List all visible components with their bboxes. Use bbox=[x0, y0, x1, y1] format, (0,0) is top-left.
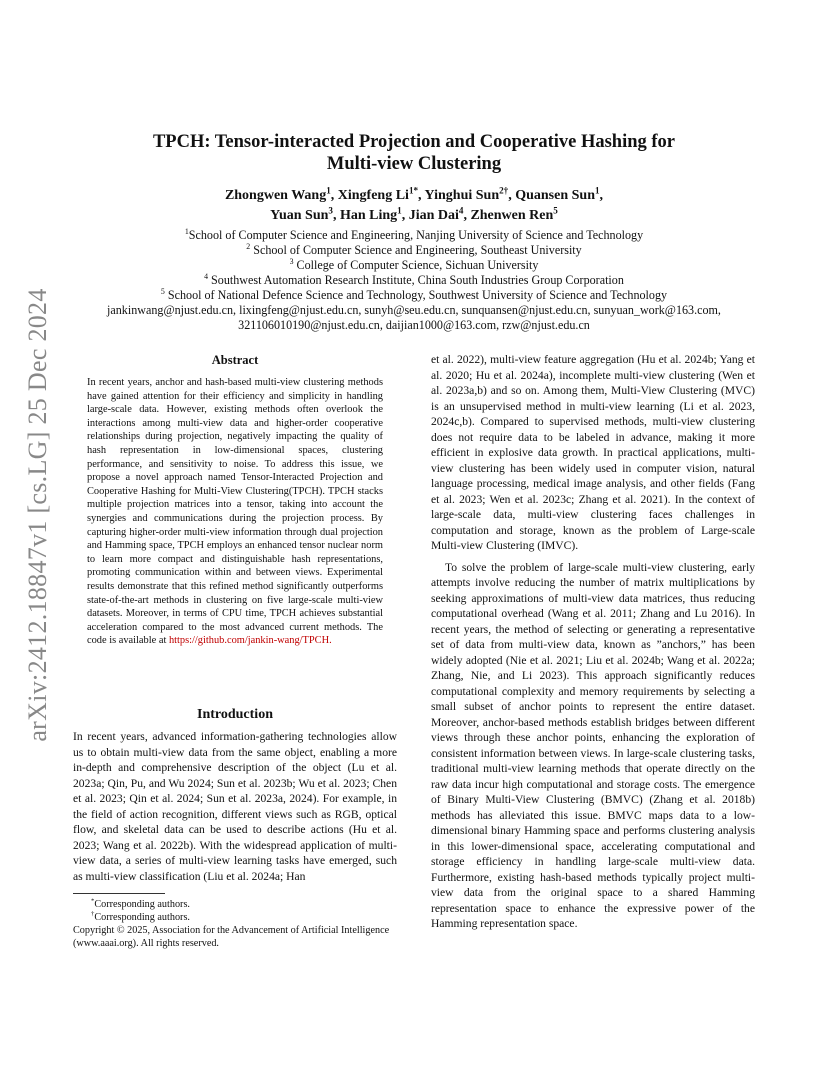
intro-text: In recent years, advanced information-gathering technologies allow us to obtain multi-view data from the same object, enabling a more in-depth and comprehensive description of the object (Lu et al. 2023a; Qin, Pu, and Wu 2024; Sun et al. 2023b; Wu et al. 2023; Chen et al. 2023; Qin et al. 2024; Sun et al. 2023a, 2024). For example, in the field of action recognition, different views such as RGB, optical flow, and skeletal data can be used to describe actions (Hu et al. 2023; Wang et al. 2022b). With the widespread application of multi-view data, a series of multi-view learning tasks have emerged, such as multi-view classification (Liu et al. 2024a; Han bbox=[73, 730, 397, 883]
author-list: Zhongwen Wang$^1$, Xingfeng $Li^{1*}$, Yinghui Sun$^{2\dagger}$, Quansen Sun$^1$, Yuan Sun$^3$, Han Ling$^1$, Jian Dai$^4$, Zhenwen Ren$^5$ bbox=[224, 185, 604, 223]
arxiv-id: arXiv:2412.18847v1 [cs.LG] 25 Dec 2024 bbox=[23, 288, 52, 742]
footnote-divider bbox=[73, 893, 165, 894]
author: Jian Dai bbox=[408, 208, 459, 223]
abstract-text: In recent years, anchor and hash-based multi-view clustering methods have gained attention for their efficiency and simplicity in handling large-scale data. However, existing methods often overlook the interactions among multi-view data and higher-order cooperative relationships during projection, negatively impacting the quality of hash representation in low-dimensional spaces, clustering performance, and sensitivity to noise. To address this issue, we propose a novel approach named Tensor-Interacted Projection and Cooperative Hashing for Multi-View Clustering(TPCH). TPCH stacks multiple projection matrices into a tensor, taking into account the synergies and communications during the projection process. By capturing higher-order multi-view information through dual projection and Hamming space, TPCH employs an enhanced tensor nuclear norm to learn more compact and distinguishable hash representations, promoting communication within and between views. Experimental results demonstrate that this refined method significantly outperforms state-of-the-art methods in clustering on five large-scale multi-view datasets. Moreover, in terms of CPU time, TPCH achieves substantial acceleration compared to the most advanced current methods. The code is available at bbox=[87, 377, 383, 647]
affiliations bbox=[60, 228, 768, 333]
section-heading-introduction: Introduction bbox=[197, 707, 273, 722]
abstract-heading: Abstract bbox=[211, 353, 259, 367]
author: Quansen Sun bbox=[515, 188, 595, 203]
author: Zhongwen Wang bbox=[224, 188, 327, 203]
affiliation: $^2$ School of Computer Science and Engineering, Southeast University bbox=[246, 241, 582, 257]
paragraph: et al. 2022), multi-view feature aggregation (Hu et al. 2024b; Yang et al. 2020; Hu et al. 2024a), incomplete multi-view clustering (Wen et al. 2023a,b) and so on. Among them, Multi-View Clustering (MVC) is an unsupervised method in multi-view learning (Li et al. 2023, 2024c,b). Compared to supervised methods, multi-view clustering does not require data to be labeled in advance, making it more efficient in explosive data growth. In practical applications, multi-view clustering has been widely used in computer vision, natural language processing, medical image analysis, and other fields (Fang et al. 2023; Wen et al. 2023c; Zhang et al. 2021). In the context of large-scale data, multi-view clustering faces challenges in computation and storage, known as the problem of Large-scale Multi-view Clustering (IMVC). bbox=[431, 353, 755, 552]
affiliation: $^4$ Southwest Automation Research Institute, China South Industries Group Corporation bbox=[204, 271, 624, 287]
affiliation: $^1$School of Computer Science and Engineering, Nanjing University of Science and Technology bbox=[184, 226, 644, 242]
footnote: †Corresponding authors. bbox=[91, 910, 190, 923]
copyright-notice: Copyright © 2025, Association for the Advancement of Artificial Intelligence (www.aaai.org). All rights reserved. bbox=[73, 925, 390, 949]
affiliation: $^5$ School of National Defence Science and Technology, Southwest University of Science and Technology bbox=[160, 286, 668, 302]
code-link[interactable]: https://github.com/jankin-wang/TPCH. bbox=[168, 635, 332, 647]
author: Zhenwen Ren bbox=[470, 208, 554, 223]
email-list: 321106010190@njust.edu.cn, daijian1000@163.com, rzw@njust.edu.cn bbox=[238, 318, 590, 332]
introduction-paragraph bbox=[73, 729, 397, 884]
abstract-body bbox=[87, 376, 383, 648]
footnote: *Corresponding authors. bbox=[91, 897, 190, 910]
author: Xingfeng Li bbox=[337, 188, 409, 203]
title-line-1: TPCH: Tensor-interacted Projection and Cooperative Hashing for bbox=[152, 132, 676, 152]
title-line-2: Multi-view Clustering bbox=[326, 154, 502, 174]
footnotes bbox=[73, 898, 397, 950]
email-list: jankinwang@njust.edu.cn, lixingfeng@njust.edu.cn, sunyh@seu.edu.cn, sunquansen@njust.edu.cn, sunyuan_work@163.com, bbox=[107, 303, 721, 317]
author: Yuan Sun bbox=[270, 208, 329, 223]
author: Han Ling bbox=[339, 208, 398, 223]
right-column bbox=[431, 352, 755, 932]
author: Yinghui Sun bbox=[424, 188, 500, 203]
affiliation: $^3$ College of Computer Science, Sichuan University bbox=[289, 256, 539, 272]
paragraph: To solve the problem of large-scale multi-view clustering, early attempts involve reducing the number of matrix multiplications by seeking approximations of multi-view data matrices, thus reducing computational overhead (Wang et al. 2011; Zhang and Lu 2016). In recent years, the method of selecting or generating a representative set of data from multi-view data, known as ”anchors,” has been widely adopted (Nie et al. 2021; Liu et al. 2024b; Wang et al. 2022a; Zhang, Nie, and Li 2023). This approach significantly reduces computational complexity and memory requirements by selecting a small subset of anchor points to represent the entire dataset. Moreover, anchor-based methods establish bridges between different views through these anchor points, enhancing the exploration of consistent information between views. In large-scale clustering tasks, traditional multi-view learning methods that operate directly on the raw data incur high computational and storage costs. The emergence of Binary Multi-View Clustering (BMVC) (Zhang et al. 2018b) methods has alleviated this issue. BMVC maps data to a low-dimensional binary Hamming space and performs clustering analysis in this lower-dimensional space, accelerating computational and storage efficiency in handling large-scale multi-view data. Furthermore, existing hash-based methods typically project multi-view data from the original space to a shared Hamming representation space to enhance the expressive power of the Hamming representation space. bbox=[431, 560, 755, 930]
paper-title bbox=[60, 131, 768, 175]
arxiv-stamp bbox=[14, 285, 62, 745]
